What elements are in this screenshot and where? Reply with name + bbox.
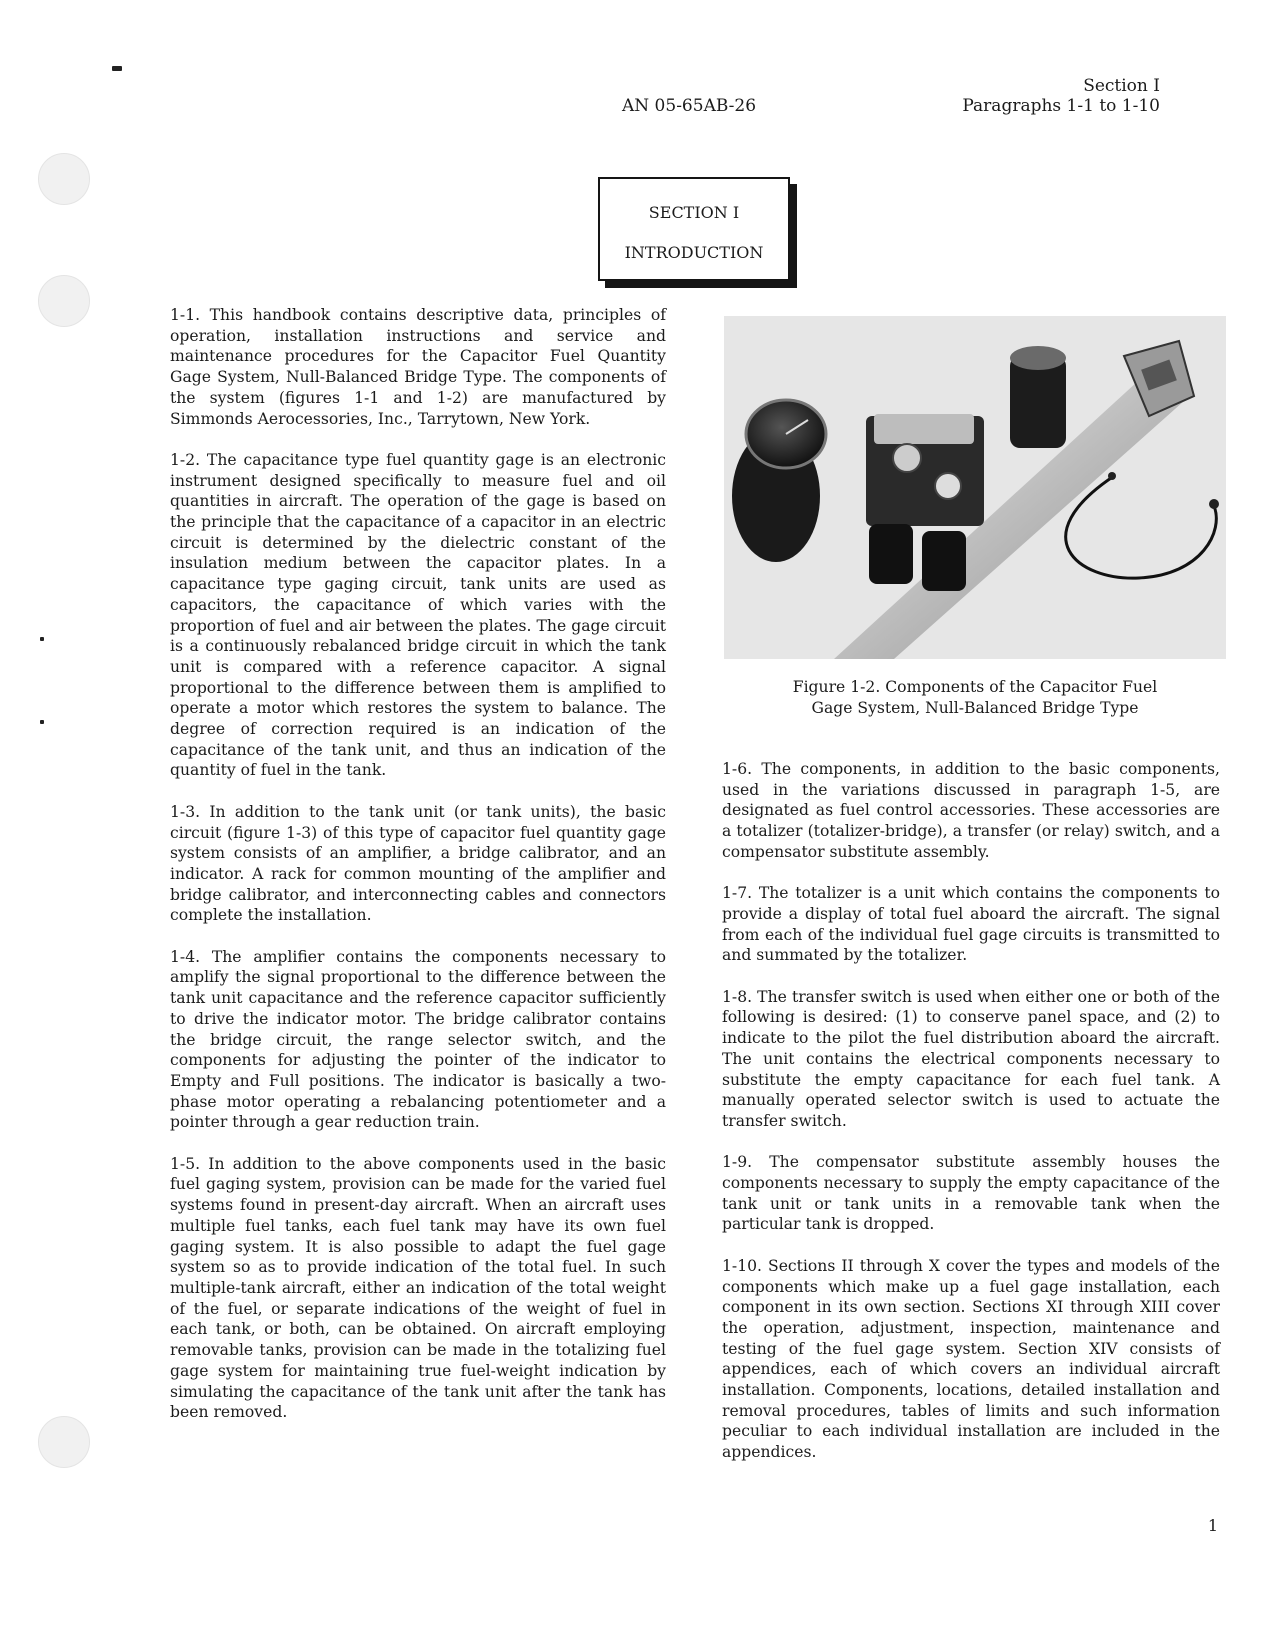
right-column	[722, 759, 1220, 1484]
paragraph-1-4: 1-4. The amplifier contains the components necessary to amplify the signal proportional to the difference between the tank unit capacitance and the reference capacitor sufficiently to drive the indicator motor. The bridge calibrator contains the bridge circuit, the range selector switch, and the components for adjusting the pointer of the indicator to Empty and Full positions. The indicator is basically a two-phase motor operating a rebalancing potentiometer and a pointer through a gear reduction train.	[170, 947, 666, 1132]
canister-cap	[1010, 346, 1066, 370]
left-column	[170, 305, 666, 1444]
scan-mark	[112, 66, 122, 71]
paragraph-1-2: 1-2. The capacitance type fuel quantity gage is an electronic instrument designed specifically to measure fuel and oil quantities in aircraft. The operation of the gage is based on the principle that the capacitance of a capacitor in an electric circuit is determined by the dielectric constant of the insulation medium between the capacitor plates. In a capacitance type gaging circuit, tank units are used as capacitors, the capacitance of which varies with the proportion of fuel and air between the plates. The gage circuit is a continuously rebalanced bridge circuit in which the tank unit is compared with a reference capacitor. A signal proportional to the difference between them is amplified to operate a motor which restores the system to balance. The degree of correction required is an indication of the capacitance of the tank unit, and thus an indication of the quantity of fuel in the tank.	[170, 450, 666, 780]
cable-terminal	[1108, 472, 1116, 480]
caption-line-2: Gage System, Null-Balanced Bridge Type	[811, 699, 1139, 717]
figure-photo	[724, 316, 1226, 659]
section-title: INTRODUCTION	[624, 243, 764, 262]
paragraph-1-3: 1-3. In addition to the tank unit (or tank units), the basic circuit (figure 1-3) of this type of capacitor fuel quantity gage system consists of an amplifier, a bridge calibrator, and an indicator. A rack for common mounting of the amplifier and bridge calibrator, and interconnecting cables and connectors complete the installation.	[170, 802, 666, 925]
title-box-frame	[598, 177, 790, 281]
bridge-front-plate	[874, 414, 974, 444]
figure-caption	[724, 677, 1226, 719]
punch-hole-bottom	[38, 1416, 90, 1468]
bridge-plug-left	[869, 524, 913, 584]
bridge-plug-right	[922, 531, 966, 591]
section-heading: SECTION I	[648, 203, 740, 222]
bridge-adjust-knob	[935, 473, 961, 499]
section-title-box	[598, 177, 790, 281]
paragraph-1-10: 1-10. Sections II through X cover the types and models of the components which make up a fuel gage installation, each component in its own section. Sections XI through XIII cover the operation, adjustment, inspection, maintenance and testing of the fuel gage system. Section XIV consists of appendices, each of which covers an individual aircraft installation. Components, locations, detailed installation and removal procedures, tables of limits and such information peculiar to each individual installation are included in the appendices.	[722, 1256, 1220, 1462]
scan-mark	[40, 720, 44, 724]
fuel-gage-components-photo	[724, 316, 1226, 659]
section-label: Section I	[1083, 76, 1160, 96]
paragraph-1-9: 1-9. The compensator substitute assembly houses the components necessary to supply the empty capacitance of the tank unit or tank units in a removable tank when the particular tank is dropped.	[722, 1153, 1220, 1234]
paragraph-1-8: 1-8. The transfer switch is used when either one or both of the following is desired: (1) to conserve panel space, and (2) to indicate to the pilot the fuel distribution aboard the aircraft. The unit contains the electrical components necessary to substitute the empty capacitance for each fuel tank. A manually operated selector switch is used to actuate the transfer switch.	[722, 987, 1220, 1130]
punch-hole-upper	[38, 275, 90, 327]
paragraph-1-7: 1-7. The totalizer is a unit which contains the components to provide a display of total fuel aboard the aircraft. The signal from each of the individual fuel gage circuits is transmitted to and summated by the totalizer.	[722, 884, 1220, 965]
document-number: AN 05-65AB-26	[622, 96, 757, 116]
caption-line-1: Figure 1-2. Components of the Capacitor Fuel	[792, 678, 1158, 696]
paragraph-1-6: 1-6. The components, in addition to the basic components, used in the variations discussed in paragraph 1-5, are designated as fuel control accessories. These accessories are a totalizer (totalizer-bridge), a transfer (or relay) switch, and a compensator substitute assembly.	[722, 760, 1220, 861]
punch-hole-top	[38, 153, 90, 205]
paragraph-range: Paragraphs 1-1 to 1-10	[962, 96, 1160, 116]
scan-mark	[40, 637, 44, 641]
bridge-connector	[893, 444, 921, 472]
paragraph-1-5: 1-5. In addition to the above components used in the basic fuel gaging system, provision can be made for the varied fuel systems found in present-day aircraft. When an aircraft uses multiple fuel tanks, each fuel tank may have its own fuel gaging system. It is also possible to adapt the fuel gage system so as to provide indication of the total fuel. In such multiple-tank aircraft, either an indication of the total weight of the fuel, or separate indications of the weight of fuel in each tank, or both, can be obtained. On aircraft employing removable tanks, provision can be made in the totalizing fuel gage system for maintaining true fuel-weight indication by simulating the capacitance of the tank unit after the tank has been removed.	[170, 1154, 666, 1422]
cable-terminal	[1209, 499, 1219, 509]
header-right	[962, 76, 1160, 116]
paragraph-1-1: 1-1. This handbook contains descriptive data, principles of operation, installation instructions and service and maintenance procedures for the Capacitor Fuel Quantity Gage System, Null-Balanced Bridge Type. The components of the system (figures 1-1 and 1-2) are manufactured by Simmonds Aerocessories, Inc., Tarrytown, New York.	[170, 306, 666, 428]
page-number: 1	[1207, 1516, 1218, 1535]
